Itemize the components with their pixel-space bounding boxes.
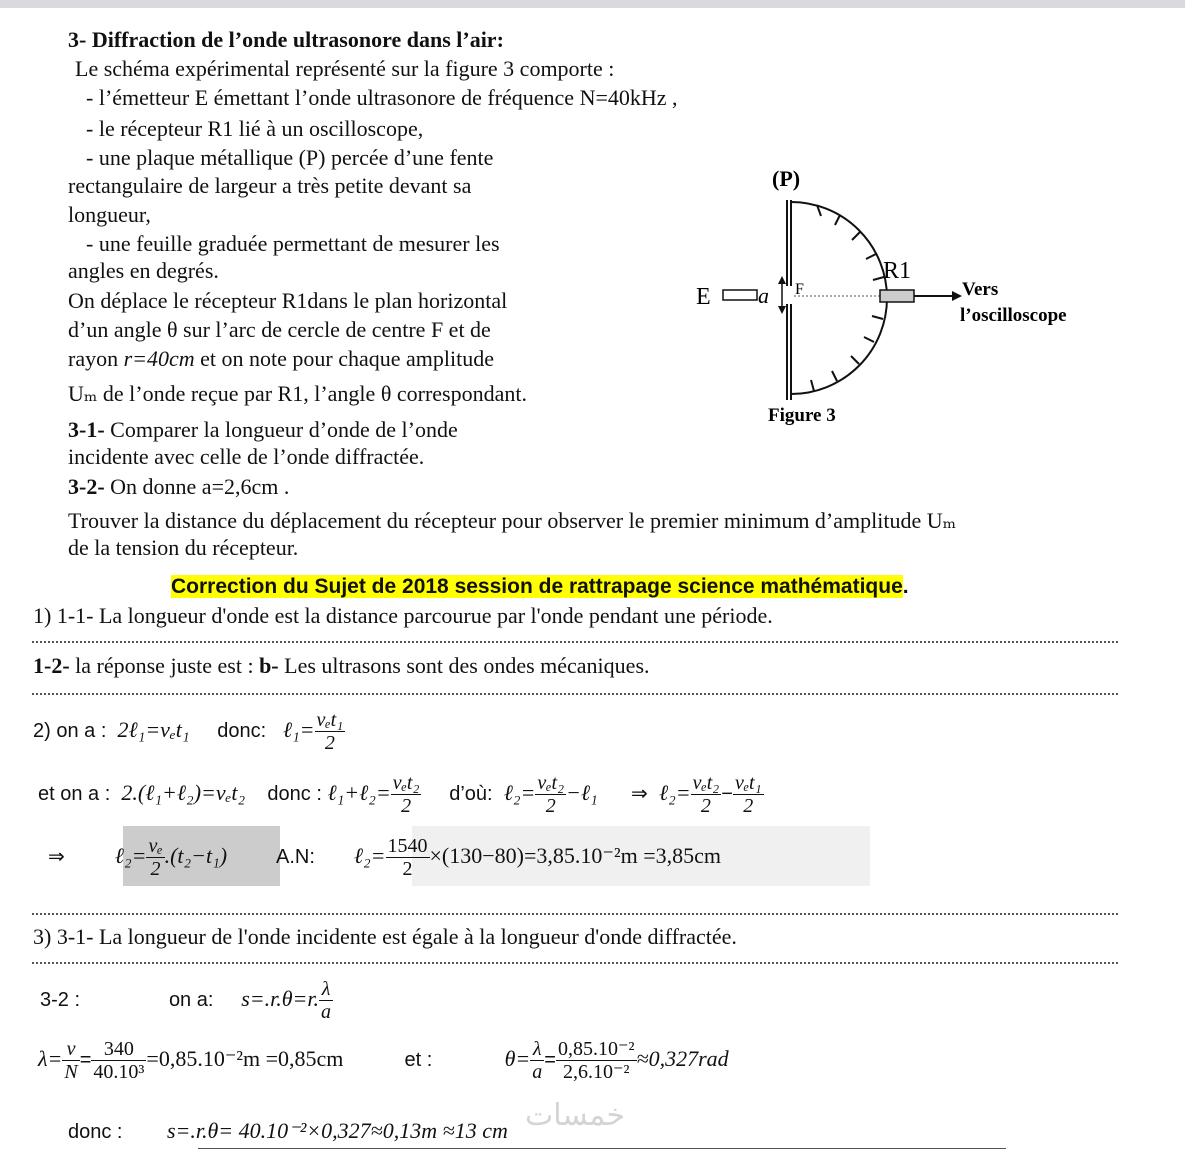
answer-2-line3: ⇒ ℓ₂= $\frac{\text{vₑ}}{2}$ .(t₂−t₁) A.N: ℓ₂= $\frac{1540}{2}$ ×(130−80)=3,85.10⁻²m =3,85cm xyxy=(48,835,721,881)
separator xyxy=(32,962,1118,964)
figure-3-diagram xyxy=(690,160,1090,430)
slit-arrow-down xyxy=(778,306,786,314)
answer-3-2-line2: λ= $\frac{v}{N}$ = $\frac{340}{\text{40.10³}}$ =0,85.10⁻²m =0,85cm et : θ= $\frac{\lambda}{a}$ = $\frac{\text{0,85.10⁻²}}{\text{2,6.10⁻²}}$ ≈0,327rad xyxy=(38,1038,729,1084)
answer-1-1: 1) 1-1- La longueur d'onde est la distance parcourue par l'onde pendant une période. xyxy=(33,603,773,628)
arrow-label-oscilloscope: l’oscilloscope xyxy=(960,305,1067,326)
bullet-plate-line3: longueur, xyxy=(68,202,151,227)
question-3-1-line1: 3-1- Comparer la longueur d’onde de l’onde xyxy=(68,417,458,442)
question-3-2-line3: de la tension du récepteur. xyxy=(68,535,299,560)
separator xyxy=(32,913,1118,915)
plate-label: (P) xyxy=(772,166,801,191)
bullet-emitter: - l’émetteur E émettant l’onde ultrasonore de fréquence N=40kHz , xyxy=(86,85,678,110)
separator xyxy=(32,693,1118,695)
paragraph-line4: Uₘ de l’onde reçue par R1, l’angle θ correspondant. xyxy=(68,381,527,406)
top-border xyxy=(0,0,1185,8)
figure-caption: Figure 3 xyxy=(768,405,836,426)
oscilloscope-arrowhead xyxy=(952,291,962,301)
bullet-sheet-line2: angles en degrés. xyxy=(68,258,219,283)
bullet-sheet-line1: - une feuille graduée permettant de mesurer les xyxy=(86,231,500,256)
answer-3-2-final: donc : s=.r.θ= 40.10⁻²×0,327≈0,13m ≈13 cm xyxy=(68,1118,508,1143)
exercise-title: 3- Diffraction de l’onde ultrasonore dans l’air: xyxy=(68,27,504,52)
receiver-box xyxy=(880,290,914,302)
paragraph-line2: d’un angle θ sur l’arc de cercle de centre F et de xyxy=(68,317,491,342)
question-3-2-line1: 3-2- On donne a=2,6cm . xyxy=(68,474,290,499)
bullet-plate-line1: - une plaque métallique (P) percée d’une fente xyxy=(86,145,494,170)
slit-gap xyxy=(785,286,793,304)
bottom-rule xyxy=(198,1148,1006,1149)
graduated-arc xyxy=(791,202,887,394)
answer-3-1: 3) 3-1- La longueur de l'onde incidente est égale à la longueur d'onde diffractée. xyxy=(33,924,737,949)
answer-2-line2: et on a : 2.(ℓ₁+ℓ₂)=vₑt₂ donc : ℓ₁+ℓ₂= $\frac{\text{vₑt₂}}{2}$ d’où: ℓ₂= $\frac{\text{vₑt₂}}{2}$ −ℓ₁ ⇒ ℓ₂= $\frac{\text{vₑt₂}}{2}$ − $\frac{\text{vₑt₁}}{2}$ xyxy=(38,772,762,818)
emitter-label: E xyxy=(696,284,711,310)
question-3-2-line2: Trouver la distance du déplacement du récepteur pour observer le premier minimum d’amplitude Uₘ xyxy=(68,508,957,533)
focus-label: F xyxy=(795,281,804,298)
receiver-label: R1 xyxy=(883,258,912,284)
answer-3-2-line1: 3-2 : on a: s=.r.θ=r. $\frac{\lambda}{a}$ xyxy=(40,978,332,1024)
arc-ticks xyxy=(811,205,884,391)
paragraph-line1: On déplace le récepteur R1dans le plan horizontal xyxy=(68,288,508,313)
separator xyxy=(32,641,1118,643)
arrow-label-vers: Vers xyxy=(962,279,999,300)
answer-1-2: 1-2- la réponse juste est : b- Les ultrasons sont des ondes mécaniques. xyxy=(33,653,650,678)
paragraph-line3: rayon r=40cm et on note pour chaque amplitude xyxy=(68,346,495,371)
slit-arrow-up xyxy=(778,276,786,284)
slit-width-label: a xyxy=(758,283,769,308)
correction-heading: Correction du Sujet de 2018 session de rattrapage science mathématique. xyxy=(171,575,909,598)
answer-2-line1: 2) on a : 2ℓ₁=vₑt₁ donc: ℓ₁= $\frac{\text{vₑt₁}}{2}$ xyxy=(33,709,344,755)
question-3-1-line2: incidente avec celle de l’onde diffractée. xyxy=(68,444,425,469)
bullet-receiver: - le récepteur R1 lié à un oscilloscope, xyxy=(86,116,424,141)
bullet-plate-line2: rectangulaire de largeur a très petite devant sa xyxy=(68,173,472,198)
exercise-intro: Le schéma expérimental représenté sur la figure 3 comporte : xyxy=(75,56,615,81)
emitter-box xyxy=(723,290,757,300)
watermark: خمسات xyxy=(525,1098,626,1133)
